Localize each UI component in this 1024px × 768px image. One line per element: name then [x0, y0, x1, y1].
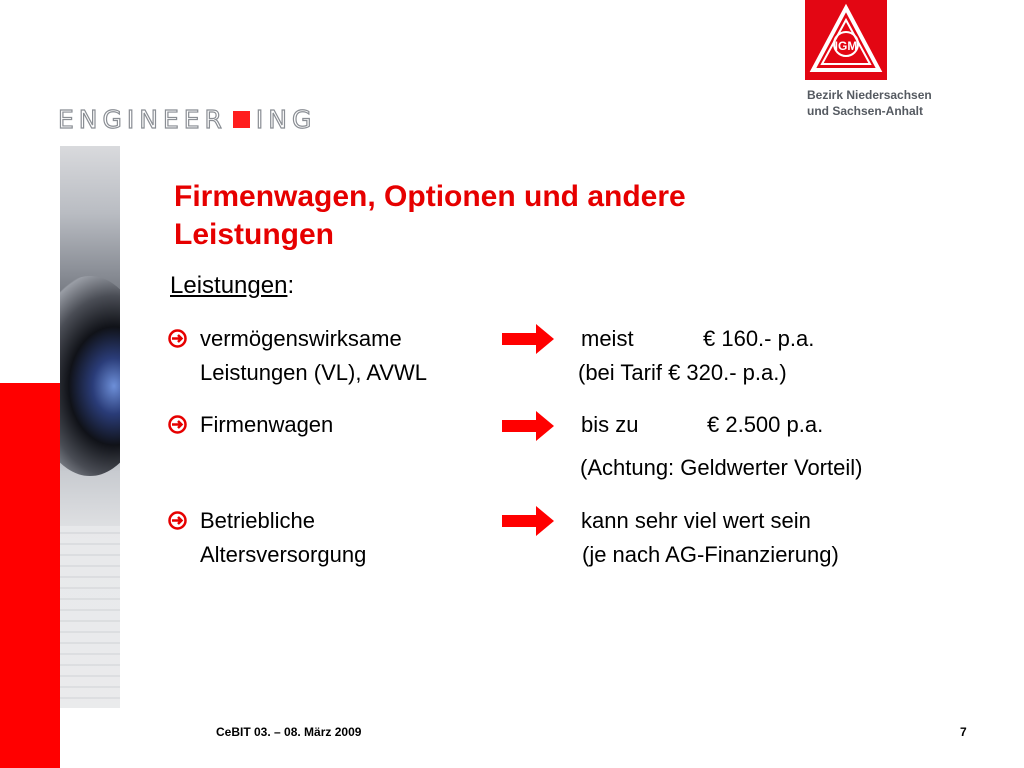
item-label-line-1: vermögenswirksame: [200, 326, 402, 351]
item-label-line-1: Firmenwagen: [200, 412, 334, 437]
district-line-1: Bezirk Niedersachsen: [807, 88, 932, 102]
red-side-bar: [0, 383, 60, 768]
ig-metall-logo: [805, 0, 887, 80]
photo-ring: [60, 276, 120, 476]
item-value-a: bis zu: [581, 412, 639, 437]
item-label-line-2: Leistungen (VL), AVWL: [200, 360, 428, 385]
item-label-line-2: Altersversorgung: [200, 542, 367, 567]
page-number: 7: [960, 725, 967, 739]
decorative-photo: [60, 146, 120, 708]
item-value-c: (je nach AG-Finanzierung): [582, 542, 839, 567]
item-value-c: (bei Tarif € 320.- p.a.): [578, 360, 787, 385]
ig-logo-text: IGM: [834, 39, 858, 53]
section-heading: [170, 271, 294, 301]
footer-event: CeBIT 03. – 08. März 2009: [216, 725, 362, 739]
photo-paper: [60, 526, 120, 708]
slide-title: [174, 178, 814, 254]
logo-square-icon: [233, 111, 250, 128]
engineering-logo-right: ING: [255, 104, 317, 134]
engineering-logo: [58, 104, 316, 134]
right-arrow-icon: [502, 506, 554, 536]
section-heading-text: Leistungen: [170, 272, 288, 299]
right-arrow-icon: [502, 411, 554, 441]
item-value-c: (Achtung: Geldwerter Vorteil): [580, 455, 863, 480]
arrow-circle-bullet-icon: [168, 511, 187, 530]
item-value-b: € 160.- p.a.: [703, 326, 815, 351]
slide-title-line-2: Leistungen: [174, 218, 335, 251]
slide-title-line-1: Firmenwagen, Optionen und andere: [174, 180, 686, 213]
district-label: [807, 87, 932, 119]
item-value-a: meist: [581, 326, 634, 351]
right-arrow-icon: [502, 324, 554, 354]
item-value-a: kann sehr viel wert sein: [581, 508, 811, 533]
section-heading-colon: :: [287, 272, 295, 299]
district-line-2: und Sachsen-Anhalt: [807, 104, 924, 118]
arrow-circle-bullet-icon: [168, 329, 187, 348]
item-label-line-1: Betriebliche: [200, 508, 315, 533]
arrow-circle-bullet-icon: [168, 415, 187, 434]
item-value-b: € 2.500 p.a.: [707, 412, 824, 437]
engineering-logo-left: ENGINEER: [58, 104, 227, 134]
